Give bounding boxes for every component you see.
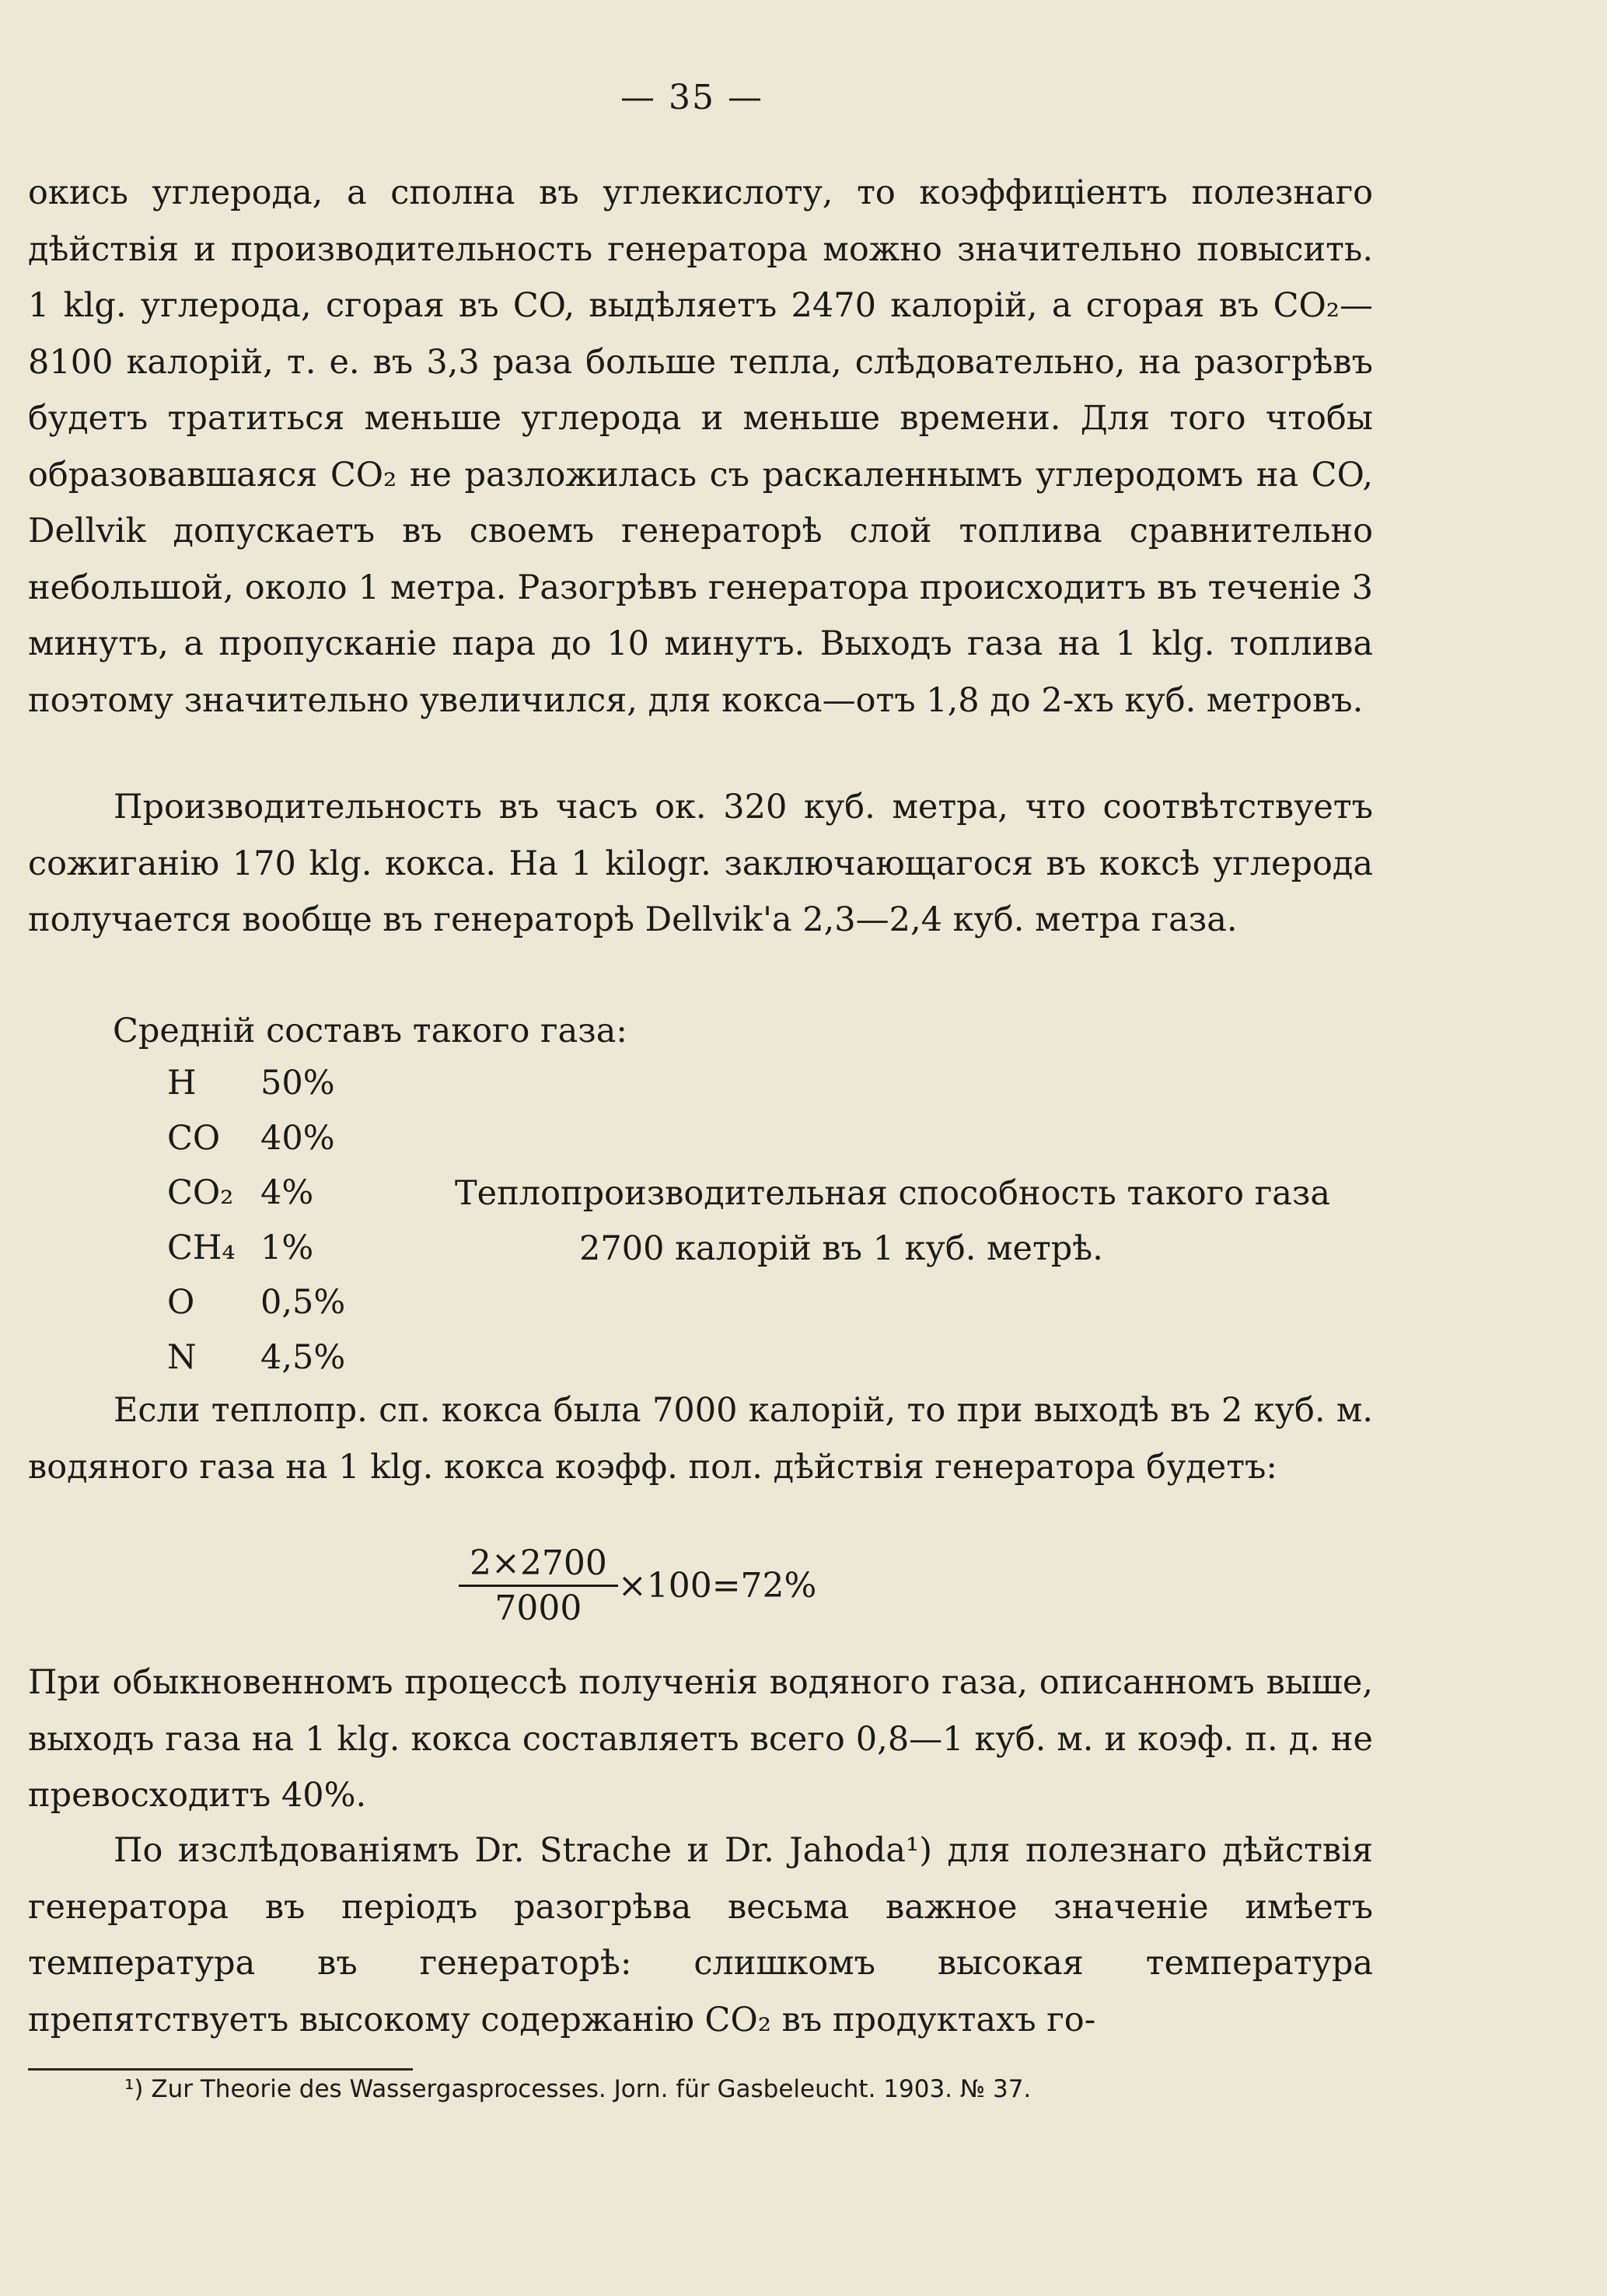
element-value: 0,5%: [260, 1283, 346, 1323]
formula-tail: ×100=72%: [617, 1566, 817, 1606]
paragraph-4: При обыкновенномъ процессѣ полученія водяного газа, описанномъ выше, выходъ газа на 1 klg. кокса составляетъ всего 0,8—1 куб. м. и коэф. п. д. не превосходитъ 40%.: [28, 1663, 1373, 1815]
paragraph-2: Производительность въ часъ ок. 320 куб. метра, что соотвѣтствуетъ сожиганію 170 klg. кокса. На 1 kilogr. заключающагося въ коксѣ углерода получается вообще въ генераторѣ Dellvik'а 2,3—2,4 куб. метра газа.: [28, 788, 1373, 939]
element-symbol: CO₂: [167, 1173, 234, 1213]
footnote: ¹) Zur Theorie des Wassergasprocesses. Jorn. für Gasbeleucht. 1903. № 37.: [124, 2075, 1032, 2103]
heat-note-line-1: Теплопроизводительная способность такого газа: [455, 1174, 1330, 1213]
composition-row: [167, 1111, 345, 1166]
composition-heading: Среднiй составъ такого газа:: [113, 1012, 627, 1050]
element-value: 4,5%: [260, 1337, 346, 1377]
element-symbol: CO: [167, 1118, 221, 1158]
element-value: 40%: [260, 1118, 335, 1158]
element-value: 1%: [260, 1228, 314, 1267]
paragraph-5: По изслѣдованіямъ Dr. Strache и Dr. Jahoda¹) для полезнаго дѣйствія генератора въ періодъ разогрѣва весьма важное значеніе имѣетъ температура въ генераторѣ: слишкомъ высокая температура препятствуетъ высокому содержанію CO₂ въ продуктахъ го-: [28, 1831, 1373, 2039]
fraction-denominator: 7000: [494, 1588, 582, 1628]
fraction-numerator: 2×2700: [459, 1543, 618, 1587]
composition-row: [167, 1330, 345, 1386]
element-symbol: N: [167, 1337, 197, 1377]
element-symbol: O: [167, 1283, 195, 1323]
element-value: 4%: [260, 1173, 314, 1213]
element-symbol: H: [167, 1064, 197, 1103]
element-value: 50%: [260, 1064, 335, 1103]
paragraph-3: Если теплопр. сп. кокса была 7000 калорій, то при выходѣ въ 2 куб. м. водяного газа на 1 klg. кокса коэфф. пол. дѣйствія генератора будетъ:: [28, 1391, 1373, 1487]
composition-row: [167, 1275, 345, 1330]
page-number: — 35 —: [620, 78, 763, 117]
heat-capacity-note: [455, 1166, 1372, 1276]
efficiency-formula: [459, 1543, 816, 1628]
footnote-rule: [28, 2068, 413, 2071]
fraction: [459, 1543, 618, 1628]
paragraph-1: окись углерода, а сполна въ углекислоту, то коэффиціентъ полезнаго дѣйствія и производительность генератора можно значительно повысить. 1 klg. углерода, сгорая въ CO, выдѣляетъ 2470 калорій, а сгорая въ CO₂—8100 калорій, т. е. въ 3,3 раза больше тепла, слѣдовательно, на разогрѣвъ будетъ тратиться меньше углерода и меньше времени. Для того чтобы образовавшаяся CO₂ не разложилась съ раскаленнымъ углеродомъ на CO, Dellvik допускаетъ въ своемъ генераторѣ слой топлива сравнительно небольшой, около 1 метра. Разогрѣвъ генератора происходитъ въ теченіе 3 минутъ, а пропусканіе пара до 10 минутъ. Выходъ газа на 1 klg. топлива поэтому значительно увеличился, для кокса—отъ 1,8 до 2-хъ куб. метровъ.: [28, 173, 1373, 720]
heat-note-line-2: 2700 калорій въ 1 куб. метрѣ.: [579, 1228, 1103, 1268]
composition-row: [167, 1165, 345, 1221]
element-symbol: CH₄: [167, 1228, 236, 1267]
gas-composition-list: [167, 1056, 345, 1386]
composition-row: [167, 1221, 345, 1276]
composition-row: [167, 1056, 345, 1111]
